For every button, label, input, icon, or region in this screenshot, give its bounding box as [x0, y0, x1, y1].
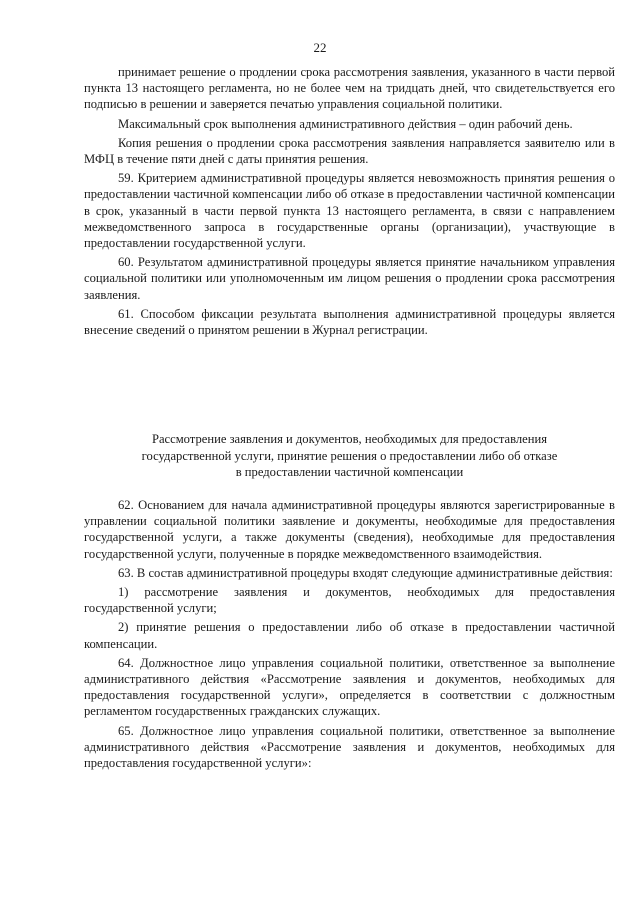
section-heading [84, 431, 615, 481]
paragraph-max-term: Максимальный срок выполнения административного действия – один рабочий день. [118, 116, 573, 131]
heading-line-2: государственной услуги, принятие решения о предоставлении либо об отказе [141, 448, 558, 463]
paragraph-copy-decision: Копия решения о продлении срока рассмотрения заявления направляется заявителю или в МФЦ в течение пяти дней с даты принятия решения. [84, 135, 615, 167]
heading-line-1: Рассмотрение заявления и документов, необходимых для предоставления [151, 432, 548, 446]
section-consideration [84, 497, 615, 771]
section-procedure-extension [84, 64, 615, 338]
paragraph-59: 59. Критерием административной процедуры является невозможность принятия решения о предоставлении частичной компенсации либо об отказе в предоставлении частичной компенсации в срок, указанный в части первой пункта 13 настоящего регламента, в связи с направлением межведомственного запроса в государственные органы (организации), участвующие в предоставлении государственной услуги. [84, 171, 615, 251]
paragraph-63-item-2: 2) принятие решения о предоставлении либо об отказе в предоставлении частичной компенсации. [84, 620, 615, 651]
paragraph-decision-extension: принимает решение о продлении срока рассмотрения заявления, указанного в части первой пункта 13 настоящего регламента, но не более чем на тридцать дней, что свидетельствуется его подписью в решении и заверяется печатью управления социальной политики. [84, 65, 615, 112]
page-number: 22 [313, 40, 327, 55]
paragraph-65: 65. Должностное лицо управления социальной политики, ответственное за выполнение административного действия «Рассмотрение заявления и документов, необходимых для предоставления государственной услуги»: [84, 723, 615, 771]
paragraph-61: 61. Способом фиксации результата выполнения административной процедуры является внесение сведений о принятом решении в Журнал регистрации. [84, 306, 615, 338]
paragraph-63: 63. В состав административной процедуры входят следующие административные действия: [118, 565, 613, 580]
paragraph-64: 64. Должностное лицо управления социальной политики, ответственное за выполнение административного действия «Рассмотрение заявления и документов, необходимых для предоставления государственной услуги», определяется в соответствии с должностным регламентом государственных гражданских служащих. [84, 655, 615, 719]
heading-line-3: в предоставлении частичной компенсации [235, 465, 464, 479]
paragraph-60: 60. Результатом административной процедуры является принятие начальником управления социальной политики или уполномоченным им лицом решения о продлении срока рассмотрения заявления. [84, 255, 615, 302]
paragraph-63-item-1: 1) рассмотрение заявления и документов, необходимых для предоставления государственной услуги; [84, 585, 615, 616]
paragraph-62: 62. Основанием для начала административной процедуры являются зарегистрированные в управлении социальной политики заявление и документы, необходимые для предоставления государственной услуги, а также документы (сведения), необходимые для предоставления государственной услуги, полученные в порядке межведомственного взаимодействия. [84, 498, 615, 561]
